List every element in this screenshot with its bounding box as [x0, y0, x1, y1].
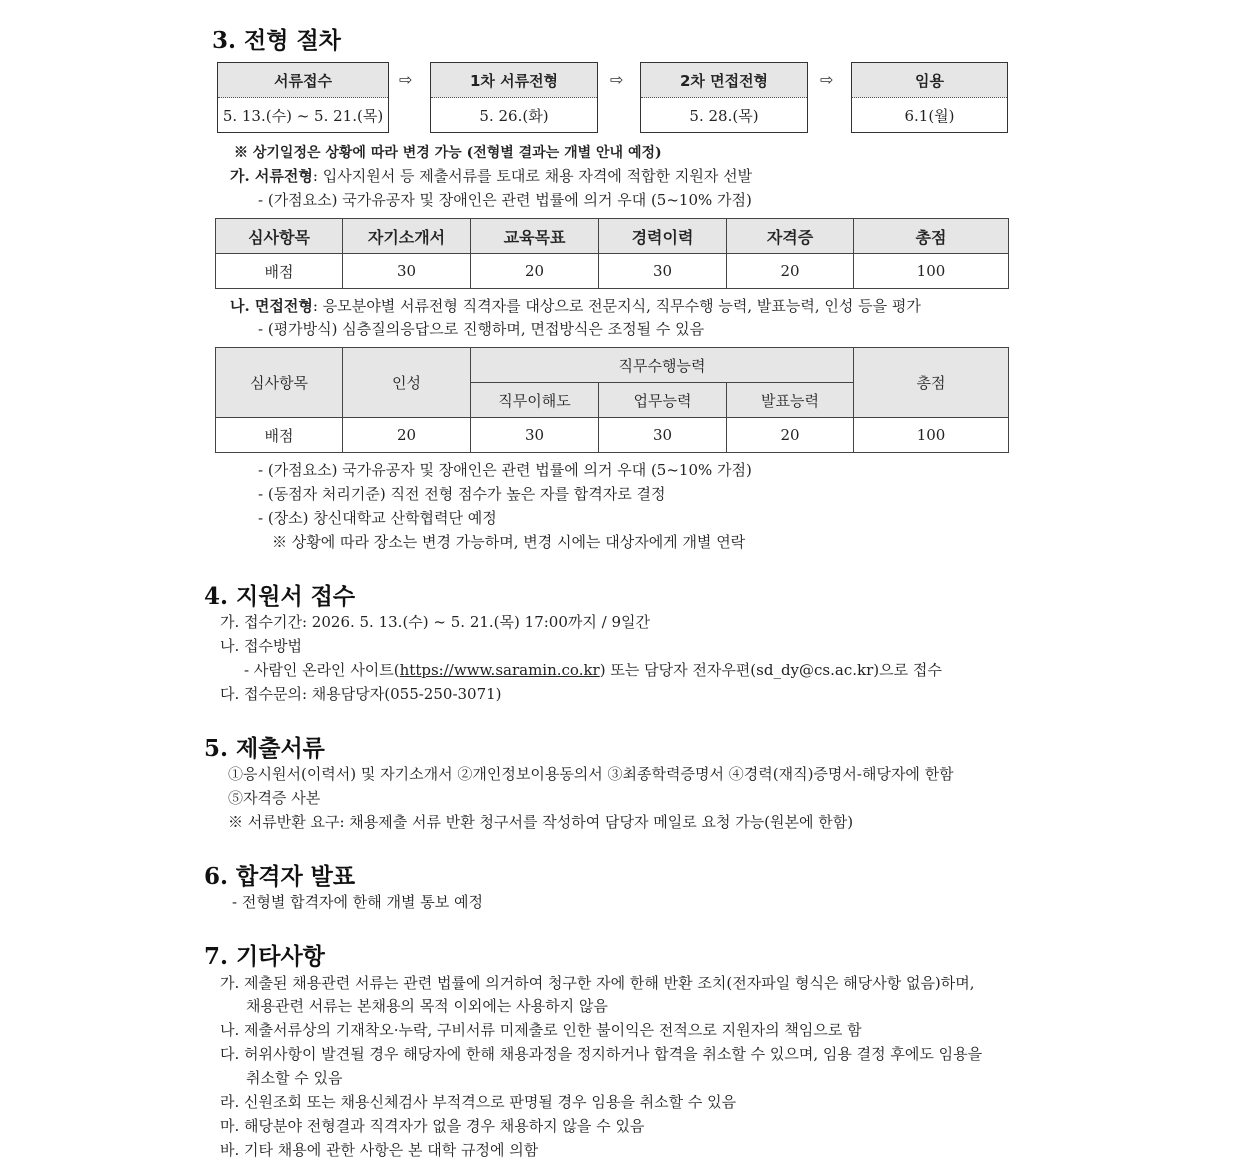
interview-text: : 응모분야별 서류전형 직격자를 대상으로 전문지식, 직무수행 능력, 발표능력, 인성 등을 평가: [312, 297, 921, 315]
table-cell: 30: [343, 254, 471, 289]
place-note: - (장소) 창신대학교 산학협력단 예정: [258, 509, 497, 527]
table-header: 인성: [343, 348, 471, 418]
method-pre: - 사람인 온라인 사이트(: [244, 661, 400, 679]
table-header: 총점: [854, 348, 1009, 418]
step-name: 1차 서류전형: [431, 63, 597, 98]
table-header: 경력이력: [599, 219, 727, 254]
bonus-note: - (가점요소) 국가유공자 및 장애인은 관련 법률에 의거 우대 (5~10% 가점): [258, 461, 752, 479]
misc-item: 다. 허위사항이 발견될 경우 해당자에 한해 채용과정을 정지하거나 합격을 취소할 수 있으며, 임용 결정 후에도 임용을: [220, 1045, 983, 1063]
table-header: 업무능력: [599, 383, 727, 418]
tie-note: - (동점자 처리기준) 직전 전형 점수가 높은 자를 합격자로 결정: [258, 485, 666, 503]
documents-line: ①응시원서(이력서) 및 자기소개서 ②개인정보이용동의서 ③최종학력증명서 ④경력(재직)증명서-해당자에 한함: [228, 765, 954, 783]
table-header: 직무이해도: [471, 383, 599, 418]
right-arrow-icon: ⇨: [610, 70, 624, 89]
return-note: ※ 서류반환 요구: 채용제출 서류 반환 청구서를 작성하여 담당자 메일로 요청 가능(원본에 한함): [228, 813, 854, 831]
section-6-title: 6. 합격자 발표: [204, 863, 356, 890]
table-cell: 30: [471, 418, 599, 453]
method-post: ) 또는 담당자 전자우편(sd_dy@cs.ac.kr)으로 접수: [599, 661, 942, 679]
interview-line: [230, 296, 921, 316]
step-date: 6.1(월): [904, 107, 955, 125]
table-header: 교육목표: [471, 219, 599, 254]
saramin-link[interactable]: https://www.saramin.co.kr: [399, 661, 600, 679]
right-arrow-icon: ⇨: [820, 70, 834, 89]
inquiry-line: 다. 접수문의: 채용담당자(055-250-3071): [220, 685, 502, 703]
document-screening-line: [230, 166, 752, 186]
document-screening-bonus: - (가점요소) 국가유공자 및 장애인은 관련 법률에 의거 우대 (5~10% 가점): [258, 191, 752, 209]
misc-item: 마. 해당분야 전형결과 직격자가 없을 경우 채용하지 않을 수 있음: [220, 1117, 645, 1135]
interview-method: - (평가방식) 심층질의응답으로 진행하며, 면접방식은 조정될 수 있음: [258, 320, 705, 338]
misc-item-cont: 취소할 수 있음: [246, 1069, 343, 1087]
right-arrow-icon: ⇨: [399, 70, 413, 89]
announcement-line: - 전형별 합격자에 한해 개별 통보 예정: [232, 893, 484, 911]
table-cell: 20: [727, 254, 854, 289]
table-header: 심사항목: [216, 219, 343, 254]
misc-item: 라. 신원조회 또는 채용신체검사 부적격으로 판명될 경우 임용을 취소할 수 있음: [220, 1093, 737, 1111]
table-cell: 20: [343, 418, 471, 453]
documents-line-2: ⑤자격증 사본: [228, 789, 321, 807]
place-change-note: ※ 상황에 따라 장소는 변경 가능하며, 변경 시에는 대상자에게 개별 연락: [272, 533, 746, 551]
step-date: 5. 13.(수) ~ 5. 21.(목): [222, 107, 384, 125]
table-header: 직무수행능력: [471, 348, 854, 383]
table-cell: 100: [854, 254, 1009, 289]
section-5-title: 5. 제출서류: [204, 735, 325, 762]
step-name: 임용: [852, 63, 1007, 98]
schedule-note: ※ 상기일정은 상황에 따라 변경 가능 (전형별 결과는 개별 안내 예정): [234, 145, 662, 161]
table-cell: 배점: [216, 254, 343, 289]
misc-item: 가. 제출된 채용관련 서류는 관련 법률에 의거하여 청구한 자에 한해 반환 조치(전자파일 형식은 해당사항 없음)하며,: [220, 974, 975, 992]
table-cell: 20: [727, 418, 854, 453]
step-document-screening: [430, 62, 598, 133]
document-screening-label: 가. 서류전형: [230, 167, 313, 185]
table-cell: 30: [599, 418, 727, 453]
table-cell: 20: [471, 254, 599, 289]
step-document-receipt: [217, 62, 389, 133]
section-3-title: 3. 전형 절차: [212, 27, 341, 54]
step-interview: [640, 62, 808, 133]
misc-item: 바. 기타 채용에 관한 사항은 본 대학 규정에 의함: [220, 1141, 539, 1159]
table-header: 심사항목: [216, 348, 343, 418]
step-name: 2차 면접전형: [641, 63, 807, 98]
step-appointment: [851, 62, 1008, 133]
document-screening-text: : 입사지원서 등 제출서류를 토대로 채용 자격에 적합한 지원자 선발: [312, 167, 753, 185]
step-date: 5. 28.(목): [689, 107, 759, 125]
table-cell: 100: [854, 418, 1009, 453]
table-header: 자기소개서: [343, 219, 471, 254]
interview-score-table: [215, 347, 1009, 453]
method-detail: [244, 660, 942, 680]
table-header: 발표능력: [727, 383, 854, 418]
section-4-title: 4. 지원서 접수: [204, 583, 356, 610]
section-7-title: 7. 기타사항: [204, 943, 325, 970]
period-line: 가. 접수기간: 2026. 5. 13.(수) ~ 5. 21.(목) 17:00까지 / 9일간: [220, 613, 650, 631]
table-header: 자격증: [727, 219, 854, 254]
misc-item: 나. 제출서류상의 기재착오·누락, 구비서류 미제출로 인한 불이익은 전적으로 지원자의 책임으로 함: [220, 1021, 862, 1039]
interview-label: 나. 면접전형: [230, 297, 313, 315]
misc-item-cont: 채용관련 서류는 본채용의 목적 이외에는 사용하지 않음: [246, 997, 608, 1015]
table-cell: 배점: [216, 418, 343, 453]
step-name: 서류접수: [218, 63, 388, 98]
table-header: 총점: [854, 219, 1009, 254]
document-score-table: [215, 218, 1009, 289]
step-date: 5. 26.(화): [479, 107, 549, 125]
table-cell: 30: [599, 254, 727, 289]
method-line: 나. 접수방법: [220, 637, 302, 655]
